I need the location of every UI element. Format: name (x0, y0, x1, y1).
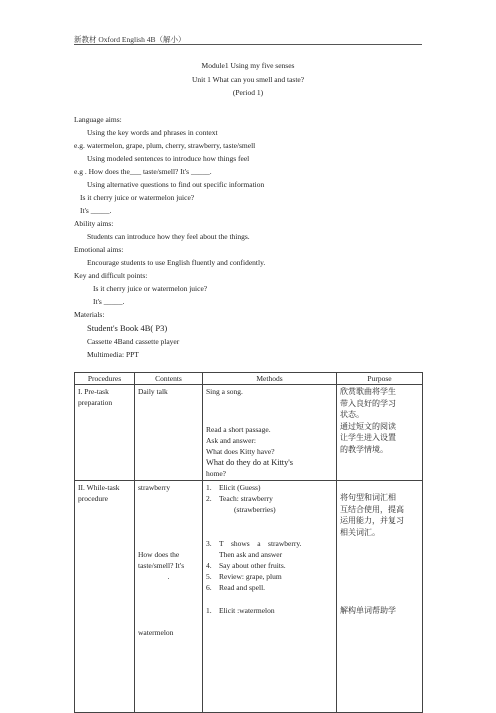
column-header: Purpose (337, 373, 423, 385)
contents-text: How does the (138, 550, 180, 559)
column-header: Contents (135, 373, 203, 385)
purpose-cell (337, 385, 423, 481)
language-aim-line: Is it cherry juice or watermelon juice? (80, 193, 195, 202)
material-line: Student's Book 4B( P3) (87, 323, 168, 333)
method-text: What does Kitty have? (206, 447, 275, 456)
methods-cell (203, 385, 337, 481)
method-item: Then ask and answer (219, 550, 283, 559)
module-title: Module1 Using my five senses (201, 61, 295, 70)
contents-cell (135, 481, 203, 713)
table-header-row (75, 373, 423, 385)
table-row (75, 481, 423, 713)
purpose-text: 欣赏歌曲将学生 (340, 387, 396, 396)
purpose-text: 相关词汇。 (340, 527, 380, 537)
material-line: Cassette 4Band cassette player (87, 337, 180, 346)
purpose-cell (337, 481, 423, 713)
method-text: Ask and answer: (206, 436, 256, 445)
contents-text: Daily talk (138, 387, 168, 396)
method-text: home? (206, 469, 226, 478)
method-item: 1. Elicit :watermelon (206, 606, 275, 615)
contents-text: . (167, 572, 170, 581)
column-header: Procedures (75, 373, 135, 385)
procedure-text: procedure (78, 494, 108, 503)
materials-heading: Materials: (74, 310, 105, 319)
ability-aims-heading: Ability aims: (74, 219, 114, 228)
procedure-cell (75, 385, 135, 481)
procedure-cell (75, 481, 135, 713)
language-aim-line: e.g . How does the___ taste/smell? It's _____. (74, 167, 212, 176)
contents-text: watermelon (138, 628, 174, 637)
method-item: 2. Teach: strawberry (206, 494, 273, 503)
table-row (75, 385, 423, 481)
page-header: 新教材 Oxford English 4B（解小） (74, 35, 186, 44)
language-aims-heading: Language aims: (74, 115, 122, 124)
key-point-line: Is it cherry juice or watermelon juice? (93, 284, 208, 293)
language-aim-line: e.g. watermelon, grape, plum, cherry, strawberry, taste/smell (74, 141, 256, 150)
method-item: 5. Review: grape, plum (206, 572, 282, 581)
method-item: 4. Say about other fruits. (206, 561, 286, 570)
key-point-line: It's _____. (93, 297, 125, 306)
method-item: 3. T shows a strawberry. (206, 539, 302, 548)
purpose-text: 带入良好的学习 (340, 398, 396, 408)
purpose-text: 让学生进入设置 (340, 433, 396, 442)
method-item: 6. Read and spell. (206, 583, 266, 592)
purpose-text: 互结合使用，提高 (340, 504, 404, 514)
procedure-text: II. While-task (78, 483, 120, 492)
method-text: Read a short passage. (206, 425, 271, 434)
language-aim-line: It's _____. (80, 206, 112, 215)
method-text: What do they do at Kitty's (206, 458, 293, 467)
header-rule (74, 44, 422, 45)
method-item: 1. Elicit (Guess) (206, 483, 261, 492)
purpose-text: 的教学情境。 (340, 444, 388, 454)
method-text: Sing a song. (206, 387, 243, 396)
contents-text: taste/smell? It's (138, 561, 185, 570)
purpose-text: 将句型和词汇相 (340, 493, 396, 502)
emotional-aim-line: Encourage students to use English fluently and confidently. (87, 258, 266, 267)
purpose-text: 通过短文的阅读 (340, 421, 396, 431)
emotional-aims-heading: Emotional aims: (74, 245, 124, 254)
language-aim-line: Using the key words and phrases in context (87, 128, 218, 137)
ability-aim-line: Students can introduce how they feel about the things. (87, 232, 250, 241)
contents-cell (135, 385, 203, 481)
unit-title: Unit 1 What can you smell and taste? (191, 75, 305, 84)
purpose-text: 解构单词帮助学 (340, 606, 396, 615)
methods-cell (203, 481, 337, 713)
language-aim-line: Using modeled sentences to introduce how things feel (87, 154, 250, 163)
language-aim-line: Using alternative questions to find out specific information (87, 180, 265, 189)
period-label: (Period 1) (232, 88, 264, 97)
column-header: Methods (203, 373, 337, 385)
procedure-table (74, 372, 423, 713)
contents-text: strawberry (138, 483, 171, 492)
material-line: Multimedia: PPT (87, 350, 139, 359)
purpose-text: 运用能力，并复习 (340, 516, 404, 525)
key-points-heading: Key and difficult points: (74, 271, 148, 280)
purpose-text: 状态。 (340, 410, 364, 419)
procedure-text: preparation (78, 398, 113, 407)
procedure-text: I. Pre-task (78, 387, 109, 396)
method-item: (strawberries) (219, 505, 276, 514)
